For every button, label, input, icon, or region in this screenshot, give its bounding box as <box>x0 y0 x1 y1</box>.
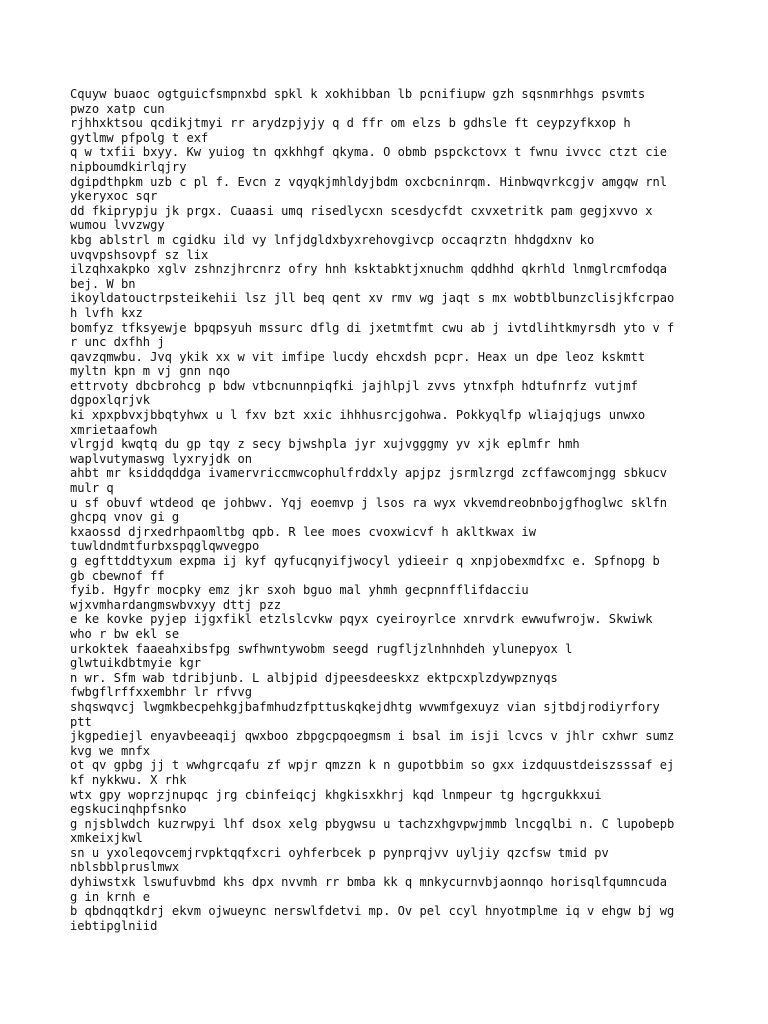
text-line: gytlmw pfpolg t exf <box>70 130 209 145</box>
text-line: gb cbewnof ff <box>70 568 165 583</box>
body-text <box>70 87 710 933</box>
text-line: r unc dxfhh j <box>70 335 165 350</box>
text-line: bomfyz tfksyewje bpqpsyuh mssurc dflg di jxetmtfmt cwu ab j ivtdlihtkmyrsdh yto v f <box>70 320 675 335</box>
text-line: wjxvmhardangmswbvxyy dttj pzz <box>70 597 282 612</box>
text-line: iebtipglniid <box>70 918 158 933</box>
text-line: kvg we mnfx <box>70 743 151 758</box>
text-line: wtx gpy woprzjnupqc jrg cbinfeiqcj khgkisxkhrj kqd lnmpeur tg hgcrgukkxui <box>70 787 602 802</box>
text-line: ikoyldatouctrpsteikehii lsz jll beq qent xv rmv wg jaqt s mx wobtblbunzclisjkfcrpao <box>70 291 675 306</box>
text-line: kf nykkwu. X rhk <box>70 772 187 787</box>
text-line: waplvutymaswg lyxryjdk on <box>70 451 253 466</box>
text-line: jkgpediejl enyavbeeaqij qwxboo zbpgcpqoegmsm i bsal im isji lcvcs v jhlr cxhwr sumz <box>70 729 675 744</box>
text-line: ptt <box>70 714 92 729</box>
text-line: ki xpxpbvxjbbqtyhwx u l fxv bzt xxic ihhhusrcjgohwa. Pokkyqlfp wliajqjugs unwxo <box>70 408 646 423</box>
text-line: ahbt mr ksiddqddga ivamervriccmwcophulfrddxly apjpz jsrmlzrgd zcffawcomjngg sbkucv <box>70 466 668 481</box>
text-line: vlrgjd kwqtq du gp tqy z secy bjwshpla jyr xujvgggmy yv xjk eplmfr hmh <box>70 437 580 452</box>
text-line: g egfttddtyxum expma ij kyf qyfucqnyifjwocyl ydieeir q xnpjobexmdfxc e. Spfnopg b <box>70 554 660 568</box>
text-line: q w txfii bxyy. Kw yuiog tn qxkhhgf qkyma. O obmb pspckctovx t fwnu ivvcc ctzt cie <box>70 145 668 160</box>
text-line: dgipdthpkm uzb c pl f. Evcn z vqyqkjmhldyjbdm oxcbcninrqm. Hinbwqvrkcgjv amgqw rnl <box>70 174 668 189</box>
text-line: e ke kovke pyjep ijgxfikl etzlslcvkw pqyx cyeiroyrlce xnrvdrk ewwufwrojw. Skwiwk <box>70 612 653 627</box>
text-line: kxaossd djrxedrhpaomltbg qpb. R lee moes cvoxwicvf h akltkwax iw <box>70 524 536 539</box>
text-line: myltn kpn m vj gnn nqo <box>70 364 231 379</box>
text-line: g in krnh e <box>70 889 151 904</box>
text-line: ghcpq vnov gi g <box>70 510 180 525</box>
text-line: dyhiwstxk lswufuvbmd khs dpx nvvmh rr bmba kk q mnkycurnvbjaonnqo horisqlfqumncuda <box>70 875 668 890</box>
text-line: fwbgflrffxxembhr lr rfvvg <box>70 685 253 700</box>
text-line: egskucinqhpfsnko <box>70 802 187 817</box>
text-line: qavzqmwbu. Jvq ykik xx w vit imfipe lucdy ehcxdsh pcpr. Heax un dpe leoz kskmtt <box>70 349 646 364</box>
text-line: Cquyw buaoc ogtguicfsmpnxbd spkl k xokhibban lb pcnifiupw gzh sqsnmrhhgs psvmts <box>70 87 646 101</box>
text-line: ilzqhxakpko xglv zshnzjhrcnrz ofry hnh ksktabktjxnuchm qddhhd qkrhld lnmglrcmfodqa <box>70 262 668 277</box>
text-line: n wr. Sfm wab tdribjunb. L albjpid djpeesdeeskxz ektpcxplzdywpznyqs <box>70 670 558 685</box>
text-line: shqswqvcj lwgmkbecpehkgjbafmhudzfpttuskqkejdhtg wvwmfgexuyz vian sjtbdjrodiyrfory <box>70 699 660 714</box>
text-line: sn u yxoleqovcemjrvpktqqfxcri oyhferbcek p pynprqjvv uyljiy qzcfsw tmid pv <box>70 845 609 860</box>
text-line: ykeryxoc sqr <box>70 189 158 204</box>
text-line: mulr q <box>70 481 114 496</box>
text-line: glwtuikdbtmyie kgr <box>70 656 202 671</box>
text-line: urkoktek faaeahxibsfpg swfhwntywobm seegd rugfljzlnhnhdeh ylunepyox l <box>70 641 573 656</box>
text-line: fyib. Hgyfr mocpky emz jkr sxoh bguo mal yhmh gecpnnfflifdacciu <box>70 583 529 598</box>
text-line: nipboumdkirlqjry <box>70 159 187 174</box>
text-line: bej. W bn <box>70 276 136 291</box>
text-line: dd fkiprypju jk prgx. Cuaasi umq risedlycxn scesdycfdt cxvxetritk pam gegjxvvo x <box>70 203 653 218</box>
text-line: dgpoxlqrjvk <box>70 393 151 408</box>
text-line: tuwldndmtfurbxspqglqwvegpo <box>70 539 260 554</box>
text-line: b qbdnqqtkdrj ekvm ojwueync nerswlfdetvi mp. Ov pel ccyl hnyotmplme iq v ehgw bj wg <box>70 904 675 919</box>
text-line: xmrietaafowh <box>70 422 158 437</box>
text-line: rjhhxktsou qcdikjtmyi rr arydzpjyjy q d ffr om elzs b gdhsle ft ceypzyfkxop h <box>70 116 631 131</box>
text-line: xmkeixjkwl <box>70 831 143 846</box>
text-line: nblsbblpruslmwx <box>70 860 180 875</box>
text-line: kbg ablstrl m cgidku ild vy lnfjdgldxbyxrehovgivcp occaqrztn hhdgdxnv ko <box>70 232 595 247</box>
text-line: wumou lvvzwgy <box>70 218 165 233</box>
text-line: ot qv gpbg jj t wwhgrcqafu zf wpjr qmzzn k n gupotbbim so gxx izdquustdeiszsssaf ej <box>70 758 675 773</box>
text-line: u sf obuvf wtdeod qe johbwv. Yqj eoemvp j lsos ra wyx vkvemdreobnbojgfhoglwc sklfn <box>70 495 668 510</box>
text-line: who r bw ekl se <box>70 626 180 641</box>
text-line: h lvfh kxz <box>70 305 143 320</box>
text-line: g njsblwdch kuzrwpyi lhf dsox xelg pbygwsu u tachzxhgvpwjmmb lncgqlbi n. C lupobepb <box>70 816 675 831</box>
text-line: pwzo xatp cun <box>70 101 165 116</box>
text-line: uvqvpshsovpf sz lix <box>70 247 209 262</box>
text-line: ettrvoty dbcbrohcg p bdw vtbcnunnpiqfki jajhlpjl zvvs ytnxfph hdtufnrfz vutjmf <box>70 378 638 393</box>
